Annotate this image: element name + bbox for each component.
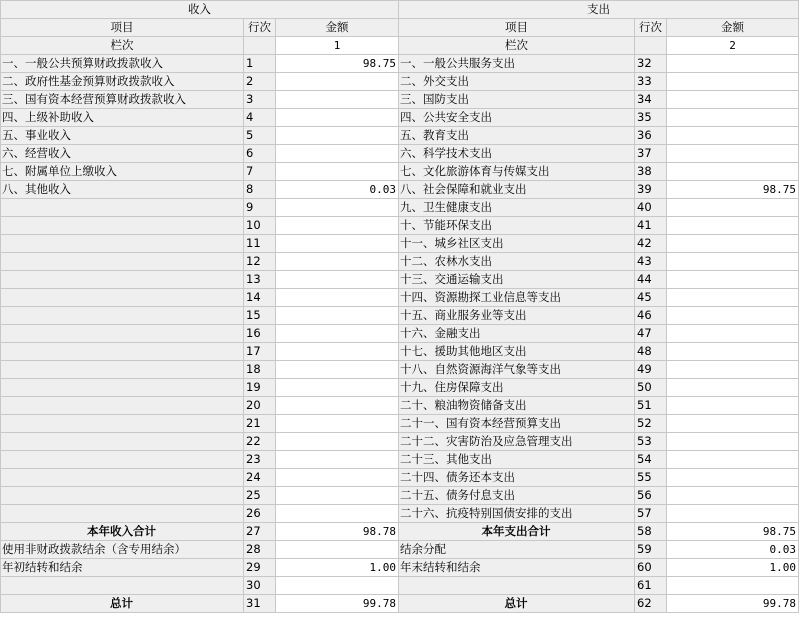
expense-row-no-header: 行次 [635, 19, 667, 37]
income-item-header: 项目 [1, 19, 244, 37]
table-row [1, 55, 799, 73]
expense-row-no-cell: 47 [635, 325, 667, 343]
expense-item-cell: 二十六、抗疫特别国债安排的支出 [399, 505, 635, 523]
expense-row-no-cell: 58 [635, 523, 667, 541]
expense-amount-cell [667, 343, 799, 361]
income-row-no-cell: 1 [244, 55, 276, 73]
expense-row-no-cell: 36 [635, 127, 667, 145]
income-item-cell [1, 451, 244, 469]
expense-row-no-cell: 51 [635, 397, 667, 415]
income-amount-cell [276, 235, 399, 253]
income-item-cell [1, 343, 244, 361]
expense-row-no-cell: 53 [635, 433, 667, 451]
income-row-no-cell: 26 [244, 505, 276, 523]
expense-row-no-cell: 38 [635, 163, 667, 181]
expense-amount-cell [667, 199, 799, 217]
income-item-cell [1, 433, 244, 451]
income-item-cell [1, 415, 244, 433]
income-item-cell [1, 307, 244, 325]
expense-amount-cell [667, 271, 799, 289]
income-row-no-cell: 23 [244, 451, 276, 469]
income-amount-cell: 0.03 [276, 181, 399, 199]
income-amount-cell: 1.00 [276, 559, 399, 577]
expense-item-cell: 结余分配 [399, 541, 635, 559]
income-item-cell [1, 487, 244, 505]
income-row-no-header: 行次 [244, 19, 276, 37]
income-item-cell: 三、国有资本经营预算财政拨款收入 [1, 91, 244, 109]
income-item-cell: 总计 [1, 595, 244, 613]
expense-item-cell: 十九、住房保障支出 [399, 379, 635, 397]
expense-amount-cell [667, 433, 799, 451]
expense-row-no-cell: 60 [635, 559, 667, 577]
expense-row-no-cell: 32 [635, 55, 667, 73]
expense-item-cell: 二十一、国有资本经营预算支出 [399, 415, 635, 433]
table-row [1, 361, 799, 379]
expense-item-cell: 十二、农林水支出 [399, 253, 635, 271]
income-item-cell [1, 325, 244, 343]
income-row-no-cell: 4 [244, 109, 276, 127]
income-item-cell [1, 577, 244, 595]
table-row [1, 433, 799, 451]
expense-row-no-cell: 50 [635, 379, 667, 397]
table-row [1, 127, 799, 145]
income-row-no-cell: 17 [244, 343, 276, 361]
expense-row-no-cell: 54 [635, 451, 667, 469]
table-row [1, 217, 799, 235]
expense-amount-cell [667, 505, 799, 523]
table-row [1, 469, 799, 487]
expense-item-cell: 十一、城乡社区支出 [399, 235, 635, 253]
income-index-value: 1 [276, 37, 399, 55]
table-row [1, 145, 799, 163]
income-row-no-cell: 27 [244, 523, 276, 541]
expense-amount-cell [667, 109, 799, 127]
income-row-no-cell: 24 [244, 469, 276, 487]
table-row [1, 559, 799, 577]
income-item-cell [1, 253, 244, 271]
income-item-cell [1, 397, 244, 415]
expense-row-no-cell: 40 [635, 199, 667, 217]
table-row [1, 487, 799, 505]
table-row [1, 325, 799, 343]
expense-item-cell: 十六、金融支出 [399, 325, 635, 343]
expense-item-cell: 二十四、债务还本支出 [399, 469, 635, 487]
expense-row-no-cell: 41 [635, 217, 667, 235]
expense-item-cell: 二十三、其他支出 [399, 451, 635, 469]
expense-item-cell: 七、文化旅游体育与传媒支出 [399, 163, 635, 181]
income-row-no-cell: 28 [244, 541, 276, 559]
expense-row-no-cell: 35 [635, 109, 667, 127]
expense-item-cell: 五、教育支出 [399, 127, 635, 145]
income-item-cell: 八、其他收入 [1, 181, 244, 199]
table-row [1, 343, 799, 361]
income-item-cell: 二、政府性基金预算财政拨款收入 [1, 73, 244, 91]
income-row-no-cell: 19 [244, 379, 276, 397]
table-row [1, 415, 799, 433]
table-row [1, 181, 799, 199]
expense-row-no-cell: 33 [635, 73, 667, 91]
expense-row-no-cell: 46 [635, 307, 667, 325]
expense-amount-cell [667, 577, 799, 595]
table-row [1, 253, 799, 271]
expense-amount-cell: 99.78 [667, 595, 799, 613]
income-amount-cell [276, 289, 399, 307]
expense-item-cell: 十四、资源勘探工业信息等支出 [399, 289, 635, 307]
income-item-cell: 本年收入合计 [1, 523, 244, 541]
income-row-no-cell: 20 [244, 397, 276, 415]
income-amount-cell [276, 91, 399, 109]
income-amount-cell [276, 199, 399, 217]
table-row [1, 379, 799, 397]
expense-item-header: 项目 [399, 19, 635, 37]
income-item-cell: 七、附属单位上缴收入 [1, 163, 244, 181]
income-amount-cell [276, 145, 399, 163]
income-row-no-cell: 18 [244, 361, 276, 379]
income-item-cell [1, 235, 244, 253]
income-item-cell [1, 379, 244, 397]
expense-amount-header: 金额 [667, 19, 799, 37]
income-row-no-cell: 6 [244, 145, 276, 163]
income-amount-cell [276, 163, 399, 181]
expense-item-cell: 二十二、灾害防治及应急管理支出 [399, 433, 635, 451]
income-amount-cell [276, 73, 399, 91]
income-row-no-cell: 13 [244, 271, 276, 289]
expense-index-value: 2 [667, 37, 799, 55]
expense-amount-cell [667, 361, 799, 379]
income-row-no-cell: 14 [244, 289, 276, 307]
income-amount-cell [276, 343, 399, 361]
income-row-no-cell: 25 [244, 487, 276, 505]
table-row [1, 541, 799, 559]
table-row [1, 451, 799, 469]
table-row [1, 271, 799, 289]
expense-row-no-cell: 43 [635, 253, 667, 271]
expense-amount-cell: 98.75 [667, 523, 799, 541]
header-row-section [1, 1, 799, 19]
expense-amount-cell: 0.03 [667, 541, 799, 559]
income-row-no-cell: 2 [244, 73, 276, 91]
expense-item-cell: 十、节能环保支出 [399, 217, 635, 235]
expense-row-no-cell: 62 [635, 595, 667, 613]
income-item-cell [1, 469, 244, 487]
expense-item-cell [399, 577, 635, 595]
expense-row-no-cell: 56 [635, 487, 667, 505]
table-row [1, 91, 799, 109]
expense-row-no-cell: 39 [635, 181, 667, 199]
expense-item-cell: 十八、自然资源海洋气象等支出 [399, 361, 635, 379]
income-item-cell: 六、经营收入 [1, 145, 244, 163]
expense-item-cell: 三、国防支出 [399, 91, 635, 109]
income-row-no-cell: 9 [244, 199, 276, 217]
income-row-no-cell: 10 [244, 217, 276, 235]
income-row-no-cell: 12 [244, 253, 276, 271]
income-amount-cell [276, 271, 399, 289]
income-row-no-cell: 11 [244, 235, 276, 253]
income-row-no-cell: 31 [244, 595, 276, 613]
table-row [1, 307, 799, 325]
income-amount-cell [276, 469, 399, 487]
expense-item-cell: 年末结转和结余 [399, 559, 635, 577]
table-row [1, 577, 799, 595]
income-section-header: 收入 [1, 1, 399, 19]
expense-amount-cell [667, 397, 799, 415]
expense-row-no-cell: 55 [635, 469, 667, 487]
expense-item-cell: 二十五、债务付息支出 [399, 487, 635, 505]
expense-row-no-cell: 37 [635, 145, 667, 163]
income-amount-cell [276, 127, 399, 145]
income-amount-cell [276, 325, 399, 343]
income-row-no-cell: 21 [244, 415, 276, 433]
income-item-cell: 五、事业收入 [1, 127, 244, 145]
income-row-no-cell: 8 [244, 181, 276, 199]
expense-amount-cell [667, 379, 799, 397]
expense-amount-cell [667, 487, 799, 505]
expense-amount-cell [667, 235, 799, 253]
table-row [1, 595, 799, 613]
income-item-cell: 使用非财政拨款结余（含专用结余） [1, 541, 244, 559]
expense-amount-cell [667, 325, 799, 343]
expense-amount-cell [667, 469, 799, 487]
expense-row-no-cell: 57 [635, 505, 667, 523]
income-index-label: 栏次 [1, 37, 244, 55]
table-row [1, 505, 799, 523]
income-row-no-cell: 16 [244, 325, 276, 343]
expense-row-no-cell: 61 [635, 577, 667, 595]
income-row-no-cell: 7 [244, 163, 276, 181]
table-row [1, 109, 799, 127]
income-amount-cell [276, 541, 399, 559]
expense-amount-cell: 1.00 [667, 559, 799, 577]
expense-item-cell: 六、科学技术支出 [399, 145, 635, 163]
expense-item-cell: 十七、援助其他地区支出 [399, 343, 635, 361]
income-item-cell [1, 199, 244, 217]
expense-section-header: 支出 [399, 1, 799, 19]
income-row-no-cell: 15 [244, 307, 276, 325]
income-item-cell [1, 289, 244, 307]
expense-amount-cell [667, 145, 799, 163]
income-amount-cell [276, 307, 399, 325]
expense-amount-cell [667, 307, 799, 325]
expense-item-cell: 八、社会保障和就业支出 [399, 181, 635, 199]
income-amount-cell [276, 109, 399, 127]
income-item-cell [1, 217, 244, 235]
expense-amount-cell [667, 415, 799, 433]
expense-item-cell: 九、卫生健康支出 [399, 199, 635, 217]
income-amount-cell [276, 361, 399, 379]
header-row-index [1, 37, 799, 55]
table-row [1, 199, 799, 217]
income-row-no-cell: 5 [244, 127, 276, 145]
expense-index-blank [635, 37, 667, 55]
expense-item-cell: 十三、交通运输支出 [399, 271, 635, 289]
expense-item-cell: 总计 [399, 595, 635, 613]
income-item-cell [1, 361, 244, 379]
income-amount-cell: 98.75 [276, 55, 399, 73]
expense-amount-cell [667, 127, 799, 145]
income-item-cell [1, 271, 244, 289]
expense-amount-cell [667, 451, 799, 469]
income-amount-cell [276, 577, 399, 595]
income-row-no-cell: 22 [244, 433, 276, 451]
income-amount-header: 金额 [276, 19, 399, 37]
income-item-cell: 四、上级补助收入 [1, 109, 244, 127]
expense-amount-cell [667, 163, 799, 181]
income-amount-cell [276, 487, 399, 505]
expense-row-no-cell: 44 [635, 271, 667, 289]
expense-amount-cell [667, 289, 799, 307]
income-item-cell [1, 505, 244, 523]
income-amount-cell: 99.78 [276, 595, 399, 613]
expense-amount-cell [667, 253, 799, 271]
expense-row-no-cell: 49 [635, 361, 667, 379]
income-amount-cell [276, 253, 399, 271]
expense-amount-cell [667, 73, 799, 91]
income-row-no-cell: 3 [244, 91, 276, 109]
income-amount-cell [276, 451, 399, 469]
table-row [1, 523, 799, 541]
expense-row-no-cell: 59 [635, 541, 667, 559]
income-row-no-cell: 30 [244, 577, 276, 595]
expense-item-cell: 本年支出合计 [399, 523, 635, 541]
expense-amount-cell [667, 217, 799, 235]
table-row [1, 163, 799, 181]
expense-amount-cell [667, 55, 799, 73]
income-amount-cell: 98.78 [276, 523, 399, 541]
income-amount-cell [276, 433, 399, 451]
header-row-columns [1, 19, 799, 37]
income-item-cell: 一、一般公共预算财政拨款收入 [1, 55, 244, 73]
expense-amount-cell [667, 91, 799, 109]
expense-item-cell: 一、一般公共服务支出 [399, 55, 635, 73]
expense-item-cell: 四、公共安全支出 [399, 109, 635, 127]
expense-row-no-cell: 42 [635, 235, 667, 253]
expense-index-label: 栏次 [399, 37, 635, 55]
table-row [1, 289, 799, 307]
income-item-cell: 年初结转和结余 [1, 559, 244, 577]
income-amount-cell [276, 379, 399, 397]
expense-item-cell: 二十、粮油物资储备支出 [399, 397, 635, 415]
expense-row-no-cell: 48 [635, 343, 667, 361]
expense-row-no-cell: 52 [635, 415, 667, 433]
income-amount-cell [276, 397, 399, 415]
expense-row-no-cell: 45 [635, 289, 667, 307]
expense-item-cell: 二、外交支出 [399, 73, 635, 91]
income-row-no-cell: 29 [244, 559, 276, 577]
expense-item-cell: 十五、商业服务业等支出 [399, 307, 635, 325]
table-row [1, 235, 799, 253]
income-amount-cell [276, 415, 399, 433]
table-row [1, 73, 799, 91]
expense-row-no-cell: 34 [635, 91, 667, 109]
expense-amount-cell: 98.75 [667, 181, 799, 199]
income-index-blank [244, 37, 276, 55]
income-amount-cell [276, 217, 399, 235]
table-row [1, 397, 799, 415]
income-amount-cell [276, 505, 399, 523]
